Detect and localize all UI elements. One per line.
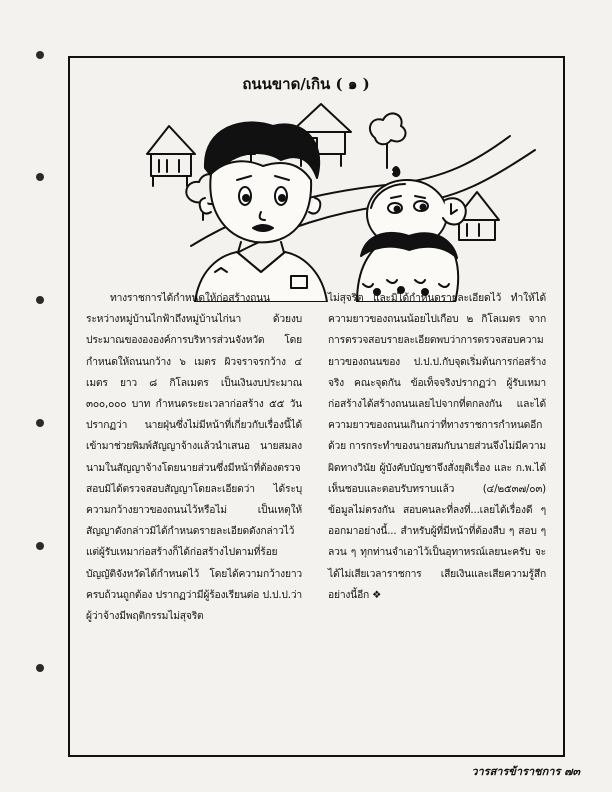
punch-hole: [36, 296, 44, 304]
right-column: [328, 288, 546, 606]
punch-hole: [36, 419, 44, 427]
cartoon-illustration: [95, 96, 545, 302]
punch-hole: [36, 51, 44, 59]
left-column-text: ทางราชการได้กำหนดให้ก่อสร้างถนนระหว่างหมู่บ้านไกฟ้าถึงหมู่บ้านไก่นา ด้วยงบประมาณของององค์การบริหารส่วนจังหวัด โดยกำหนดให้ถนนกว้าง ๖ เมตร ผิวจราจรกว้าง ๔ เมตร ยาว ๘ กิโลเมตร เป็นเงินงบประมาณ ๓๐๐,๐๐๐ บาท กำหนดระยะเวลาก่อสร้าง ๕๕ วัน ปรากฏว่า นายฝุ่นซึ่งไม่มีหน้าที่เกี่ยวกับเรื่องนี้ได้เข้ามาช่วยพิมพ์สัญญาจ้างแล้วนำเสนอ นายสมลงนามในสัญญาจ้างโดยนายส่วนซึ่งมีหน้าที่ต้องตรวจสอบมิได้ตรวจสอบสัญญาโดยละเอียดว่า ได้ระบุความกว้างยาวของถนนไว้หรือไม่ เป็นเหตุให้สัญญาดังกล่าวมิได้กำหนดรายละเอียดดังกล่าวไว้ แต่ผู้รับเหมาก่อสร้างก็ได้ก่อสร้างไปตามที่ร้อยบัญญัติจังหวัดได้กำหนดไว้ โดยได้ความกว้างยาวครบถ้วนถูกต้อง ปรากฏว่ามีผู้ร้องเรียนต่อ ป.ป.ป.ว่า ผู้ว่าจ้างมีพฤติกรรมไม่สุจริต: [86, 292, 302, 623]
punch-hole: [36, 173, 44, 181]
punch-hole: [36, 664, 44, 672]
left-column: [86, 288, 302, 627]
page-title: ถนนขาด/เกิน ( ๑ ): [242, 75, 370, 93]
right-column-text: ไม่สุจริต และมิได้กำหนดรายละเอียดไว้ ทำให้ได้ความยาวของถนนน้อยไปเกือบ ๒ กิโลเมตร จากการตรวจสอบรายละเอียดพบว่าการตรวจสอบความยาวของถนนของ ป.ป.ป.กับจุดเริ่มต้นการก่อสร้างจริง คณะจุดกัน ข้อเท็จจริงปรากฏว่า ผู้รับเหมาก่อสร้างได้สร้างถนนเลยไปจากที่ตกลงกัน และได้ความยาวของถนนเกินกว่าที่ทางราชการกำหนดอีกด้วย การกระทำของนายสมกับนายส่วนจึงไม่มีความผิดทางวินัย ผู้บังคับบัญชาจึงสั่งยุติเรื่อง และ ก.พ.ได้เห็นชอบและตอบรับทราบแล้ว (๔/๒๕๓๗/๐๓) ข้อมูลไม่ตรงกัน สอบคนละที่ลงที่...เลยได้เรื่องดี ๆ ออกมาอย่างนี้... สำหรับผู้ที่มีหน้าที่ต้องสืบ ๆ สอบ ๆ ลวน ๆ ทุกท่านจำเอาไว้เป็นอุทาหรณ์เลยนะครับ จะได้ไม่เสียเวลาราชการ เสียเงินและเสียความรู้สึกอย่างนี้อีก ❖: [328, 292, 546, 601]
punch-hole: [36, 542, 44, 550]
page-footer: วารสารข้าราชการ ๗๓: [471, 765, 580, 778]
